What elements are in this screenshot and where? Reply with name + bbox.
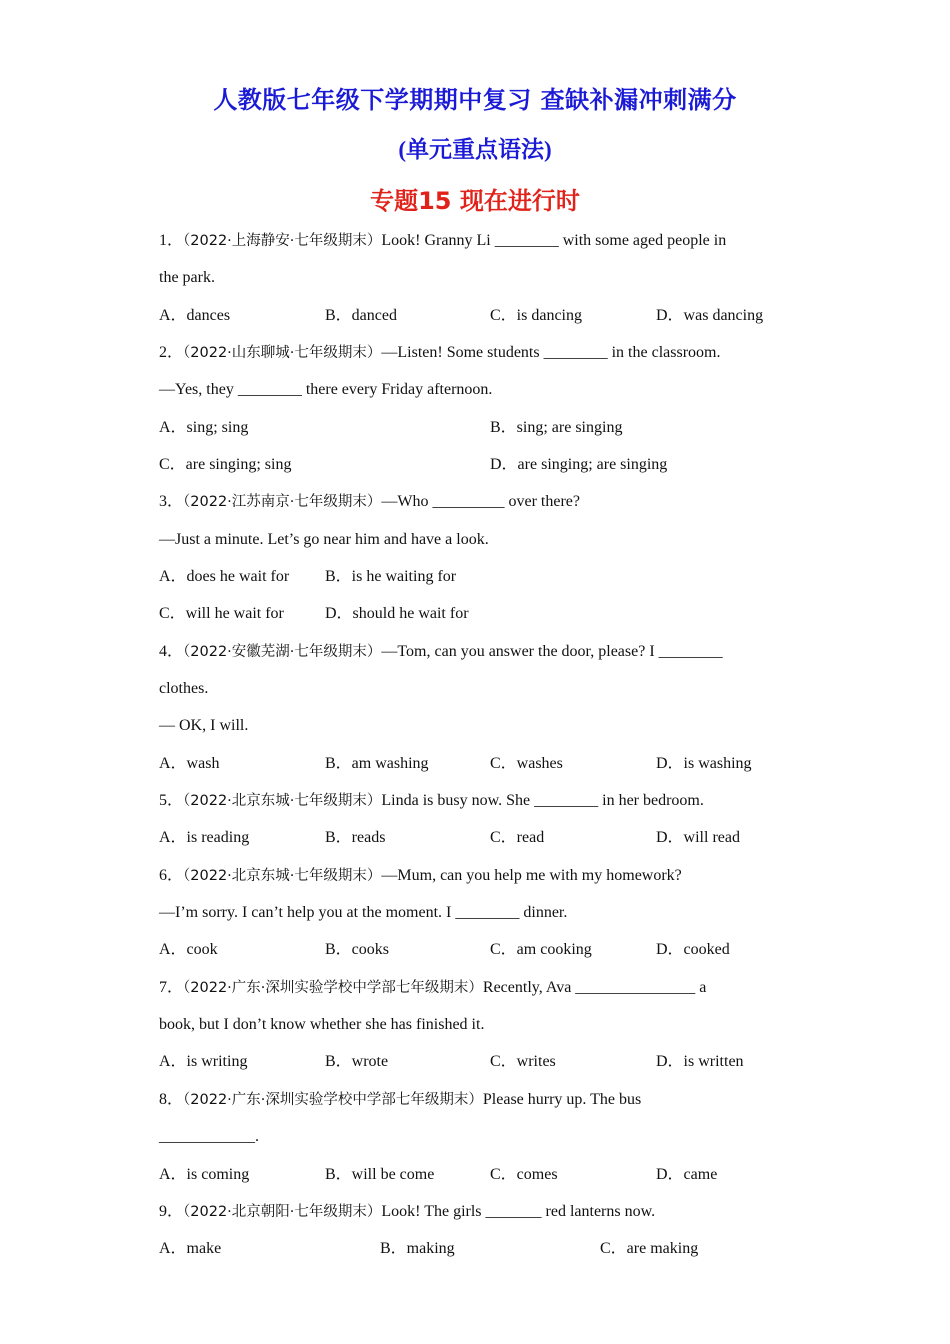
question-number: 8． [159,1091,184,1108]
question-text: —Tom, can you answer the door, please? I ________ [381,643,723,660]
question-9-option-c: C．are making [600,1240,699,1257]
question-1-option-c: C．is dancing [490,307,582,324]
question-text: Look! The girls _______ red lanterns now. [381,1203,656,1220]
question-1-stem [159,231,726,251]
question-8-stem [159,1090,641,1110]
question-3-option-d: D．should he wait for [325,605,469,622]
question-number: 6． [159,867,184,884]
question-number: 9． [159,1203,184,1220]
question-number: 1． [159,232,184,249]
question-2-stem-cont: —Yes, they ________ there every Friday afternoon. [159,381,493,398]
question-6-stem-cont: —I’m sorry. I can’t help you at the moment. I ________ dinner. [159,904,568,921]
question-7-stem-cont: book, but I don’t know whether she has finished it. [159,1016,485,1033]
question-8-option-a: A．is coming [159,1166,250,1183]
question-5-option-b: B．reads [325,829,386,846]
document-subtitle: (单元重点语法) [398,137,552,162]
question-6-option-c: C．am cooking [490,941,592,958]
topic-heading: 专题15 现在进行时 [370,187,580,215]
question-3-option-b: B．is he waiting for [325,568,457,585]
question-text: Linda is busy now. She ________ in her bedroom. [381,792,704,809]
question-7-stem [159,978,706,998]
question-source: （2022·上海静安·七年级期末） [183,233,382,249]
question-4-stem-cont: clothes. [159,680,209,697]
question-5-option-c: C．read [490,829,545,846]
question-3-option-a: A．does he wait for [159,568,290,585]
question-source: （2022·广东·深圳实验学校中学部七年级期末） [183,1092,483,1108]
question-text: Look! Granny Li ________ with some aged people in [381,232,727,249]
question-7-option-b: B．wrote [325,1053,389,1070]
question-4-option-d: D．is washing [656,755,752,772]
question-4-stem [159,642,723,662]
question-7-option-d: D．is written [656,1053,744,1070]
question-text: Recently, Ava _______________ a [482,979,707,996]
question-8-option-b: B．will be come [325,1166,435,1183]
question-text: Please hurry up. The bus [482,1091,642,1108]
question-2-stem [159,343,720,363]
question-2-option-a: A．sing; sing [159,419,249,436]
question-6-option-a: A．cook [159,941,218,958]
question-number: 3． [159,493,184,510]
question-7-option-a: A．is writing [159,1053,248,1070]
question-6-option-b: B．cooks [325,941,390,958]
question-8-option-c: C．comes [490,1166,558,1183]
question-source: （2022·北京朝阳·七年级期末） [183,1204,382,1220]
question-1-stem-cont: the park. [159,269,215,286]
question-4-option-a: A．wash [159,755,220,772]
question-6-stem [159,866,682,886]
question-4-option-c: C．washes [490,755,563,772]
question-4-option-b: B．am washing [325,755,429,772]
question-1-option-a: A．dances [159,307,231,324]
question-text: —Who _________ over there? [381,493,580,510]
question-4-stem-reply: — OK, I will. [159,717,249,734]
question-8-option-d: D．came [656,1166,718,1183]
document-title: 人教版七年级下学期期中复习 查缺补漏冲刺满分 [213,86,737,114]
question-source: （2022·山东聊城·七年级期末） [183,345,382,361]
question-number: 4． [159,643,184,660]
question-1-option-d: D．was dancing [656,307,764,324]
question-5-option-a: A．is reading [159,829,250,846]
question-5-option-d: D．will read [656,829,740,846]
question-source: （2022·安徽芜湖·七年级期末） [183,644,382,660]
question-9-stem [159,1202,655,1222]
question-6-option-d: D．cooked [656,941,730,958]
question-3-stem [159,492,580,512]
question-9-option-b: B．making [380,1240,455,1257]
question-source: （2022·广东·深圳实验学校中学部七年级期末） [183,980,483,996]
question-9-option-a: A．make [159,1240,222,1257]
question-2-option-c: C．are singing; sing [159,456,292,473]
question-3-option-c: C．will he wait for [159,605,284,622]
question-2-option-d: D．are singing; are singing [490,456,668,473]
question-text: —Listen! Some students ________ in the classroom. [381,344,721,361]
question-number: 7． [159,979,184,996]
question-number: 2． [159,344,184,361]
question-text: —Mum, can you help me with my homework? [381,867,682,884]
question-8-stem-cont: ____________. [159,1128,259,1145]
question-number: 5． [159,792,184,809]
question-5-stem [159,791,704,811]
question-7-option-c: C．writes [490,1053,556,1070]
question-source: （2022·北京东城·七年级期末） [183,868,382,884]
question-source: （2022·北京东城·七年级期末） [183,793,382,809]
question-3-stem-cont: —Just a minute. Let’s go near him and have a look. [159,531,489,548]
question-1-option-b: B．danced [325,307,397,324]
question-source: （2022·江苏南京·七年级期末） [183,494,382,510]
question-2-option-b: B．sing; are singing [490,419,623,436]
